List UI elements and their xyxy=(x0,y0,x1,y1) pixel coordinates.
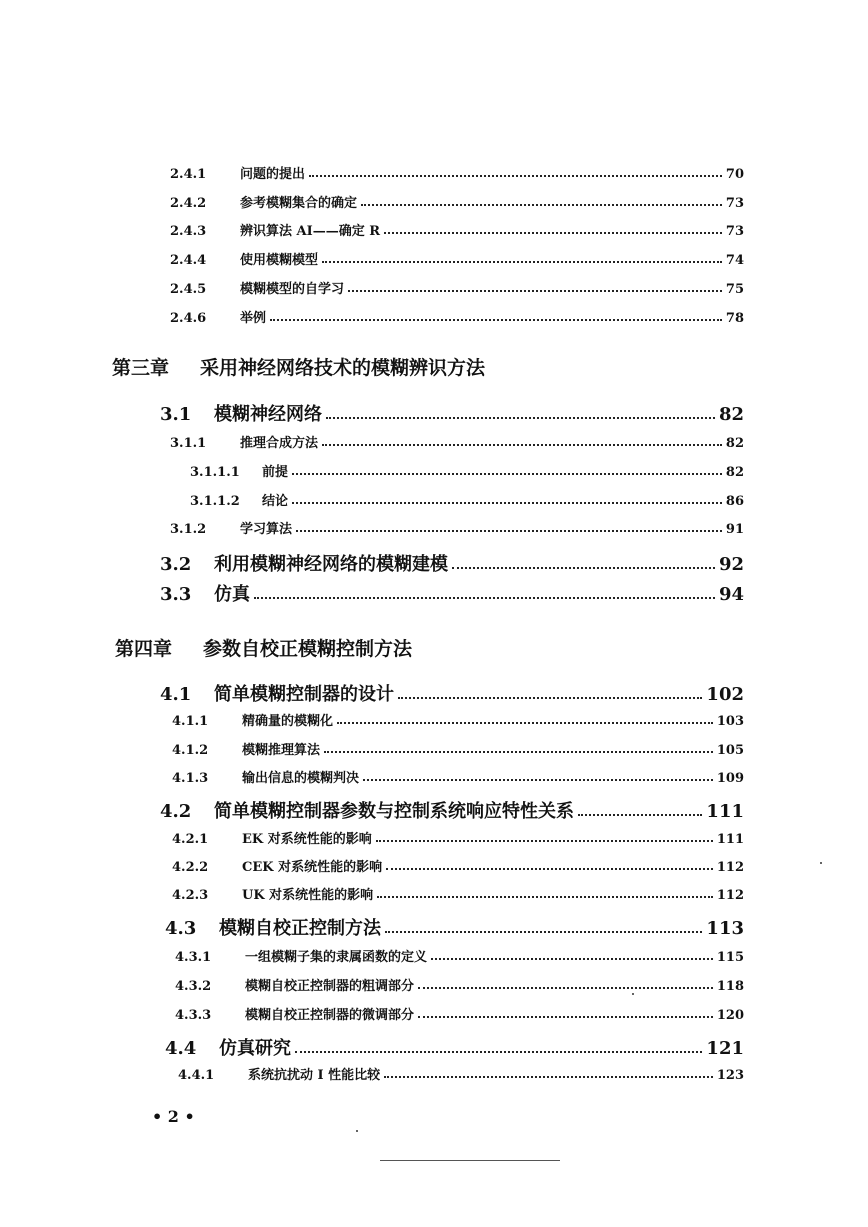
entry-title: 模糊推理算法 xyxy=(242,743,321,758)
leader-dots xyxy=(337,715,713,724)
toc-entry-4-2-3[interactable] xyxy=(172,884,744,903)
chapter-title: 参数自校正模糊控制方法 xyxy=(203,638,413,660)
entry-number: 3.1.1 xyxy=(170,436,207,451)
toc-entry-2-4-6[interactable] xyxy=(170,307,744,326)
entry-number: 2.4.1 xyxy=(170,167,207,182)
entry-title: 简单模糊控制器参数与控制系统响应特性关系 xyxy=(214,801,574,822)
entry-page: 118 xyxy=(716,979,744,994)
entry-number: 4.2.1 xyxy=(172,832,209,847)
entry-page: 120 xyxy=(716,1008,744,1023)
leader-dots xyxy=(363,772,713,781)
scan-speck xyxy=(632,993,634,995)
entry-page: 105 xyxy=(716,743,744,758)
leader-dots xyxy=(578,804,702,816)
entry-title: 结论 xyxy=(262,494,289,509)
entry-page: 94 xyxy=(718,584,744,605)
leader-dots xyxy=(452,557,715,569)
toc-entry-4-4[interactable] xyxy=(165,1034,744,1060)
entry-title: 参考模糊集合的确定 xyxy=(240,196,358,211)
entry-title: 精确量的模糊化 xyxy=(242,714,334,729)
entry-title: 举例 xyxy=(240,311,267,326)
entry-number: 2.4.3 xyxy=(170,224,207,239)
entry-number: 3.1 xyxy=(160,404,192,425)
entry-number: 4.1.1 xyxy=(172,714,209,729)
toc-entry-4-1-3[interactable] xyxy=(172,767,744,786)
entry-number: 3.1.2 xyxy=(170,522,207,537)
entry-number: 4.2.2 xyxy=(172,860,209,875)
entry-number: 4.3 xyxy=(165,918,197,939)
toc-entry-4-1[interactable] xyxy=(160,680,744,706)
entry-page: 111 xyxy=(716,832,744,847)
entry-page: 73 xyxy=(725,196,744,211)
entry-title: 使用模糊模型 xyxy=(240,253,319,268)
chapter-number: 第四章 xyxy=(115,638,173,660)
leader-dots xyxy=(386,861,713,870)
entry-number: 4.2 xyxy=(160,801,192,822)
entry-page: 74 xyxy=(725,253,744,268)
entry-title: 模糊模型的自学习 xyxy=(240,282,345,297)
entry-number: 3.1.1.1 xyxy=(190,465,240,480)
toc-entry-2-4-2[interactable] xyxy=(170,192,744,211)
leader-dots xyxy=(398,687,702,699)
toc-entry-4-3-1[interactable] xyxy=(175,946,744,965)
toc-entry-2-4-5[interactable] xyxy=(170,278,744,297)
chapter-title: 采用神经网络技术的模糊辨识方法 xyxy=(200,357,486,379)
entry-number: 4.1.3 xyxy=(172,771,209,786)
entry-title: 一组模糊子集的隶属函数的定义 xyxy=(245,950,428,965)
entry-number: 4.1.2 xyxy=(172,743,209,758)
entry-number: 3.2 xyxy=(160,554,192,575)
entry-page: 70 xyxy=(725,167,744,182)
entry-title: 模糊神经网络 xyxy=(214,404,322,425)
leader-dots xyxy=(431,951,713,960)
leader-dots xyxy=(348,283,722,292)
entry-page: 91 xyxy=(725,522,744,537)
entry-page: 82 xyxy=(725,436,744,451)
leader-dots xyxy=(418,1009,713,1018)
entry-title: 问题的提出 xyxy=(240,167,306,182)
entry-title: 输出信息的模糊判决 xyxy=(242,771,360,786)
entry-number: 4.1 xyxy=(160,684,192,705)
leader-dots xyxy=(309,168,722,177)
leader-dots xyxy=(295,1041,702,1053)
entry-title: 推理合成方法 xyxy=(240,436,319,451)
toc-entry-2-4-3[interactable] xyxy=(170,220,744,239)
toc-entry-4-1-2[interactable] xyxy=(172,739,744,758)
entry-title: EK 对系统性能的影响 xyxy=(242,832,372,847)
entry-title: 前提 xyxy=(262,465,289,480)
entry-number: 3.3 xyxy=(160,584,192,605)
entry-title: 仿真研究 xyxy=(219,1038,291,1059)
leader-dots xyxy=(296,523,722,532)
entry-page: 112 xyxy=(716,860,744,875)
entry-number: 4.4 xyxy=(165,1038,197,1059)
leader-dots xyxy=(326,407,715,419)
toc-entry-2-4-1[interactable] xyxy=(170,163,744,182)
entry-page: 82 xyxy=(725,465,744,480)
entry-page: 112 xyxy=(716,888,744,903)
entry-number: 2.4.6 xyxy=(170,311,207,326)
entry-page: 82 xyxy=(718,404,744,425)
toc-entry-3-1-1[interactable] xyxy=(170,432,744,451)
entry-page: 92 xyxy=(718,554,744,575)
toc-entry-2-4-4[interactable] xyxy=(170,249,744,268)
entry-page: 78 xyxy=(725,311,744,326)
chapter-number: 第三章 xyxy=(112,357,170,379)
entry-title: 学习算法 xyxy=(240,522,293,537)
toc-entry-4-3-3[interactable] xyxy=(175,1004,744,1023)
entry-number: 3.1.1.2 xyxy=(190,494,240,509)
leader-dots xyxy=(322,437,722,446)
entry-number: 2.4.2 xyxy=(170,196,207,211)
toc-entry-3-1-1-2[interactable] xyxy=(190,490,744,509)
entry-title: 系统抗扰动 I 性能比较 xyxy=(248,1068,381,1083)
entry-page: 75 xyxy=(725,282,744,297)
leader-dots xyxy=(254,587,715,599)
chapter-3-heading[interactable] xyxy=(112,353,485,380)
scan-speck xyxy=(356,1130,358,1132)
scan-artifact-line xyxy=(380,1160,560,1161)
toc-entry-4-2[interactable] xyxy=(160,797,744,823)
entry-number: 2.4.5 xyxy=(170,282,207,297)
toc-entry-4-4-1[interactable] xyxy=(178,1064,744,1083)
entry-title: 利用模糊神经网络的模糊建模 xyxy=(214,554,448,575)
leader-dots xyxy=(270,312,722,321)
entry-title: 模糊自校正控制器的粗调部分 xyxy=(245,979,415,994)
toc-entry-4-1-1[interactable] xyxy=(172,710,744,729)
leader-dots xyxy=(377,889,713,898)
toc-entry-4-3[interactable] xyxy=(165,914,744,940)
toc-entry-3-2[interactable] xyxy=(160,550,744,576)
entry-title: 简单模糊控制器的设计 xyxy=(214,684,394,705)
toc-entry-3-1-1-1[interactable] xyxy=(190,461,744,480)
entry-page: 109 xyxy=(716,771,744,786)
entry-page: 111 xyxy=(706,801,744,822)
entry-page: 103 xyxy=(716,714,744,729)
entry-number: 4.3.3 xyxy=(175,1008,212,1023)
leader-dots xyxy=(376,833,713,842)
entry-number: 2.4.4 xyxy=(170,253,207,268)
toc-entry-3-3[interactable] xyxy=(160,580,744,606)
entry-number: 4.2.3 xyxy=(172,888,209,903)
entry-title: 模糊自校正控制方法 xyxy=(219,918,381,939)
entry-page: 123 xyxy=(716,1068,744,1083)
toc-entry-4-3-2[interactable] xyxy=(175,975,744,994)
entry-number: 4.4.1 xyxy=(178,1068,215,1083)
entry-number: 4.3.1 xyxy=(175,950,212,965)
entry-page: 115 xyxy=(716,950,744,965)
entry-number: 4.3.2 xyxy=(175,979,212,994)
entry-page: 86 xyxy=(725,494,744,509)
entry-page: 73 xyxy=(725,224,744,239)
page-number: • 2 • xyxy=(152,1107,195,1126)
entry-title: 辨识算法 AI——确定 R xyxy=(240,224,381,239)
leader-dots xyxy=(292,466,722,475)
leader-dots xyxy=(385,921,702,933)
entry-page: 113 xyxy=(706,918,744,939)
scan-speck xyxy=(820,862,822,864)
leader-dots xyxy=(322,254,722,263)
leader-dots xyxy=(384,225,722,234)
toc-entry-4-2-2[interactable] xyxy=(172,856,744,875)
leader-dots xyxy=(361,197,722,206)
toc-entry-3-1-2[interactable] xyxy=(170,518,744,537)
leader-dots xyxy=(384,1069,713,1078)
toc-entry-3-1[interactable] xyxy=(160,400,744,426)
entry-page: 102 xyxy=(706,684,744,705)
entry-title: CEK 对系统性能的影响 xyxy=(242,860,383,875)
entry-title: UK 对系统性能的影响 xyxy=(242,888,374,903)
entry-title: 仿真 xyxy=(214,584,250,605)
entry-page: 121 xyxy=(706,1038,744,1059)
leader-dots xyxy=(324,744,713,753)
entry-title: 模糊自校正控制器的微调部分 xyxy=(245,1008,415,1023)
leader-dots xyxy=(292,495,722,504)
leader-dots xyxy=(418,980,713,989)
toc-entry-4-2-1[interactable] xyxy=(172,828,744,847)
chapter-4-heading[interactable] xyxy=(115,634,412,661)
